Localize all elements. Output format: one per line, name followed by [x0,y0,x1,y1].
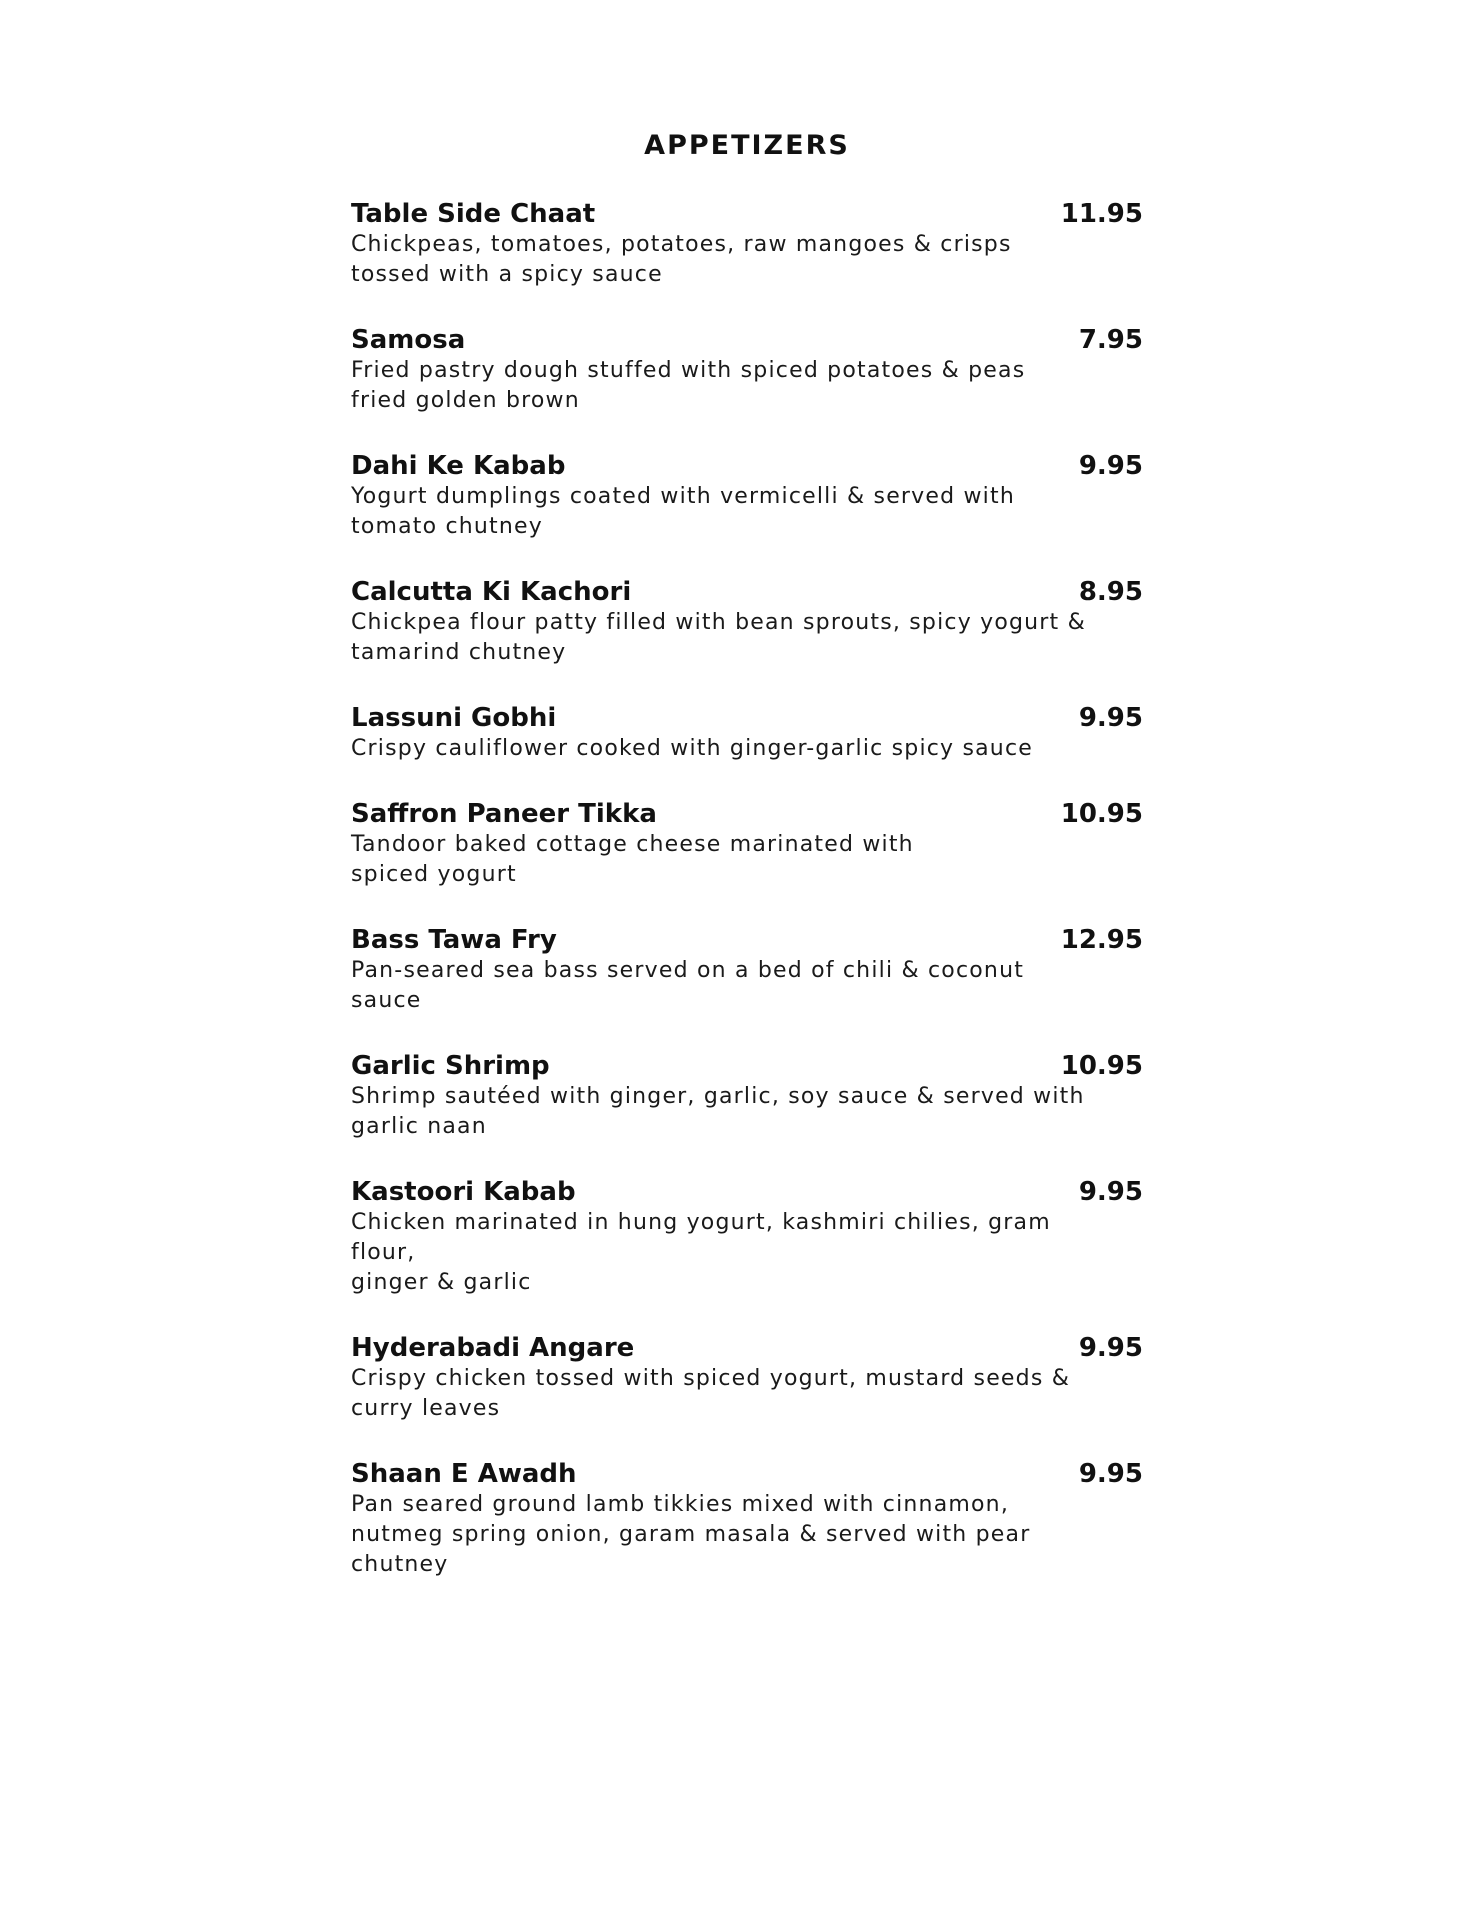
item-price: 9.95 [1078,1177,1143,1207]
item-name: Shaan E Awadh [351,1459,577,1489]
item-name: Garlic Shrimp [351,1051,550,1081]
menu-item [351,324,1143,416]
menu-item [351,924,1143,1016]
item-price: 10.95 [1060,1051,1143,1081]
menu-item [351,576,1143,668]
item-description: Pan seared ground lamb tikkies mixed with cinnamon, nutmeg spring onion, garam masala & served with pear chutney [351,1492,1031,1577]
item-description: Crispy chicken tossed with spiced yogurt, mustard seeds & curry leaves [351,1366,1071,1421]
item-name: Calcutta Ki Kachori [351,577,632,607]
item-name: Dahi Ke Kabab [351,451,566,481]
item-price: 11.95 [1060,199,1143,229]
item-name: Table Side Chaat [351,199,596,229]
item-name: Lassuni Gobhi [351,703,557,733]
item-name: Hyderabadi Angare [351,1333,635,1363]
item-price: 10.95 [1060,799,1143,829]
menu-item [351,1332,1143,1424]
item-description: Tandoor baked cottage cheese marinated with spiced yogurt [351,832,914,887]
item-description: Crispy cauliflower cooked with ginger-garlic spicy sauce [351,736,1033,761]
menu-page [351,130,1143,1614]
menu-item [351,450,1143,542]
item-name: Samosa [351,325,466,355]
item-price: 8.95 [1078,577,1143,607]
item-price: 9.95 [1078,1459,1143,1489]
menu-item [351,198,1143,290]
menu-item [351,798,1143,890]
section-title: APPETIZERS [644,130,850,161]
item-price: 9.95 [1078,703,1143,733]
menu-item [351,1050,1143,1142]
item-price: 12.95 [1060,925,1143,955]
item-price: 7.95 [1078,325,1143,355]
item-name: Bass Tawa Fry [351,925,557,955]
menu-item [351,1176,1143,1298]
menu-item [351,702,1143,764]
item-description: Yogurt dumplings coated with vermicelli & served with tomato chutney [351,484,1015,539]
item-description: Shrimp sautéed with ginger, garlic, soy sauce & served with garlic naan [351,1084,1085,1139]
item-name: Saffron Paneer Tikka [351,799,657,829]
item-description: Chicken marinated in hung yogurt, kashmiri chilies, gram flour, ginger & garlic [351,1210,1051,1295]
item-price: 9.95 [1078,451,1143,481]
item-description: Chickpeas, tomatoes, potatoes, raw mangoes & crisps tossed with a spicy sauce [351,232,1012,287]
item-description: Chickpea flour patty filled with bean sprouts, spicy yogurt & tamarind chutney [351,610,1086,665]
item-name: Kastoori Kabab [351,1177,576,1207]
item-price: 9.95 [1078,1333,1143,1363]
item-description: Fried pastry dough stuffed with spiced potatoes & peas fried golden brown [351,358,1026,413]
item-description: Pan-seared sea bass served on a bed of chili & coconut sauce [351,958,1025,1013]
menu-item [351,1458,1143,1580]
